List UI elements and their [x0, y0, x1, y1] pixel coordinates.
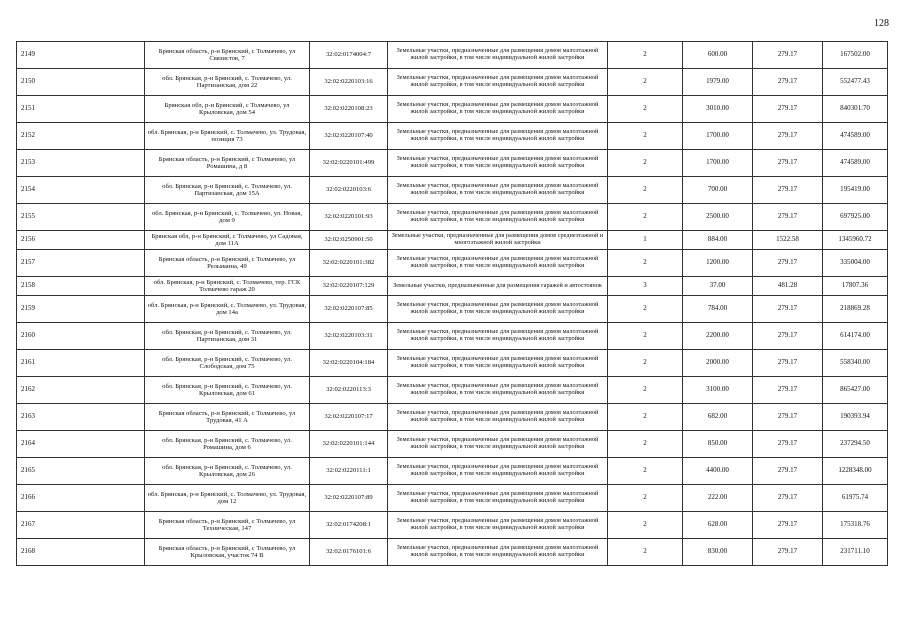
- row-number: 2158: [17, 277, 145, 296]
- specific-value-cell: 279.17: [753, 404, 823, 431]
- table-row: [17, 69, 888, 96]
- cadastral-number-cell: 32:02:0174208:1: [310, 512, 388, 539]
- row-number: 2163: [17, 404, 145, 431]
- group-cell: 2: [608, 350, 683, 377]
- address-cell: обл. Брянская, р-н Брянский, с. Толмачево, ул. Новая, дом 9: [145, 204, 310, 231]
- land-use-cell: Земельные участки, предназначенные для размещения домов малоэтажной жилой застройки, в том числе индивидуальной жилой застройки: [388, 42, 608, 69]
- group-cell: 1: [608, 231, 683, 250]
- address-cell: обл. Брянская, р-н Брянский, с. Толмачево, ул. Крыловская, дом 26: [145, 458, 310, 485]
- area-cell: 222.00: [683, 485, 753, 512]
- cadastral-number-cell: 32:02:0174004:7: [310, 42, 388, 69]
- row-number: 2157: [17, 250, 145, 277]
- group-cell: 2: [608, 323, 683, 350]
- area-cell: 1979.00: [683, 69, 753, 96]
- group-cell: 2: [608, 69, 683, 96]
- cadastral-value-cell: 237294.50: [823, 431, 888, 458]
- land-use-cell: Земельные участки, предназначенные для размещения домов малоэтажной жилой застройки, в том числе индивидуальной жилой застройки: [388, 323, 608, 350]
- cadastral-number-cell: 32:02:0220107:40: [310, 123, 388, 150]
- cadastral-number-cell: 32:02:0220101:499: [310, 150, 388, 177]
- cadastral-value-cell: 61975.74: [823, 485, 888, 512]
- cadastral-number-cell: 32:02:0220108:23: [310, 96, 388, 123]
- area-cell: 784.00: [683, 296, 753, 323]
- land-use-cell: Земельные участки, предназначенные для размещения домов малоэтажной жилой застройки, в том числе индивидуальной жилой застройки: [388, 431, 608, 458]
- area-cell: 884.00: [683, 231, 753, 250]
- row-number: 2151: [17, 96, 145, 123]
- land-use-cell: Земельные участки, предназначенные для размещения домов среднеэтажной и многоэтажной жилой застройки: [388, 231, 608, 250]
- address-cell: обл. Брянская, р-н Брянский, с. Толмачево, ул. Партизанская, дом 15А: [145, 177, 310, 204]
- group-cell: 2: [608, 150, 683, 177]
- specific-value-cell: 279.17: [753, 431, 823, 458]
- table-row: [17, 277, 888, 296]
- cadastral-value-cell: 474589.00: [823, 150, 888, 177]
- group-cell: 2: [608, 377, 683, 404]
- specific-value-cell: 279.17: [753, 458, 823, 485]
- row-number: 2160: [17, 323, 145, 350]
- land-use-cell: Земельные участки, предназначенные для размещения гаражей и автостоянок: [388, 277, 608, 296]
- address-cell: Брянская обл, р-н Брянский, с Толмачево, ул Садовая, дом 11А: [145, 231, 310, 250]
- address-cell: обл. Брянская, р-н Брянский, с. Толмачево, ул. Партизанская, дом 31: [145, 323, 310, 350]
- cadastral-number-cell: 32:02:0250901:50: [310, 231, 388, 250]
- land-use-cell: Земельные участки, предназначенные для размещения домов малоэтажной жилой застройки, в том числе индивидуальной жилой застройки: [388, 377, 608, 404]
- group-cell: 2: [608, 404, 683, 431]
- address-cell: обл. Брянская, р-н Брянский, с. Толмачево, ул. Трудовая, позиция 73: [145, 123, 310, 150]
- table-body: [17, 42, 888, 566]
- table-row: [17, 350, 888, 377]
- group-cell: 2: [608, 96, 683, 123]
- specific-value-cell: 279.17: [753, 512, 823, 539]
- group-cell: 2: [608, 512, 683, 539]
- address-cell: обл. Брянская, р-н Брянский, с. Толмачево, ул. Слободская, дом 75: [145, 350, 310, 377]
- table-row: [17, 296, 888, 323]
- area-cell: 682.00: [683, 404, 753, 431]
- cadastral-value-cell: 474589.00: [823, 123, 888, 150]
- table-row: [17, 323, 888, 350]
- land-use-cell: Земельные участки, предназначенные для размещения домов малоэтажной жилой застройки, в том числе индивидуальной жилой застройки: [388, 296, 608, 323]
- row-number: 2153: [17, 150, 145, 177]
- area-cell: 830.00: [683, 539, 753, 566]
- address-cell: обл. Брянская, р-н Брянский, с. Толмачево, ул. Крыловская, дом 61: [145, 377, 310, 404]
- address-cell: Брянская область, р-н Брянский, с Толмачево, ул Связистов, 7: [145, 42, 310, 69]
- land-use-cell: Земельные участки, предназначенные для размещения домов малоэтажной жилой застройки, в том числе индивидуальной жилой застройки: [388, 404, 608, 431]
- cadastral-number-cell: 32:02:0220101:144: [310, 431, 388, 458]
- cadastral-value-cell: 1345960.72: [823, 231, 888, 250]
- land-use-cell: Земельные участки, предназначенные для размещения домов малоэтажной жилой застройки, в том числе индивидуальной жилой застройки: [388, 458, 608, 485]
- row-number: 2167: [17, 512, 145, 539]
- specific-value-cell: 279.17: [753, 485, 823, 512]
- table-row: [17, 377, 888, 404]
- cadastral-value-cell: 175318.76: [823, 512, 888, 539]
- address-cell: обл. Брянская, р-н Брянский, с. Толмачево, ул. Трудовая, дом 14а: [145, 296, 310, 323]
- table-row: [17, 231, 888, 250]
- cadastral-number-cell: 32:02:0220103:6: [310, 177, 388, 204]
- table-row: [17, 431, 888, 458]
- specific-value-cell: 279.17: [753, 250, 823, 277]
- row-number: 2149: [17, 42, 145, 69]
- address-cell: Брянская область, р-н Брянский, с Толмачево, ул Техническая, 147: [145, 512, 310, 539]
- cadastral-value-cell: 17807.36: [823, 277, 888, 296]
- table-row: [17, 204, 888, 231]
- cadastral-value-cell: 218869.28: [823, 296, 888, 323]
- group-cell: 2: [608, 123, 683, 150]
- land-use-cell: Земельные участки, предназначенные для размещения домов малоэтажной жилой застройки, в том числе индивидуальной жилой застройки: [388, 177, 608, 204]
- area-cell: 4400.00: [683, 458, 753, 485]
- land-use-cell: Земельные участки, предназначенные для размещения домов малоэтажной жилой застройки, в том числе индивидуальной жилой застройки: [388, 350, 608, 377]
- group-cell: 2: [608, 485, 683, 512]
- land-use-cell: Земельные участки, предназначенные для размещения домов малоэтажной жилой застройки, в том числе индивидуальной жилой застройки: [388, 250, 608, 277]
- land-use-cell: Земельные участки, предназначенные для размещения домов малоэтажной жилой застройки, в том числе индивидуальной жилой застройки: [388, 96, 608, 123]
- cadastral-number-cell: 32:02:0220107:17: [310, 404, 388, 431]
- group-cell: 2: [608, 296, 683, 323]
- address-cell: Брянская обл, р-н Брянский, с Толмачево, ул Крыловская, дом 54: [145, 96, 310, 123]
- cadastral-number-cell: 32:02:0220107:129: [310, 277, 388, 296]
- land-use-cell: Земельные участки, предназначенные для размещения домов малоэтажной жилой застройки, в том числе индивидуальной жилой застройки: [388, 123, 608, 150]
- specific-value-cell: 279.17: [753, 350, 823, 377]
- land-use-cell: Земельные участки, предназначенные для размещения домов малоэтажной жилой застройки, в том числе индивидуальной жилой застройки: [388, 150, 608, 177]
- specific-value-cell: 279.17: [753, 42, 823, 69]
- specific-value-cell: 279.17: [753, 377, 823, 404]
- area-cell: 1700.00: [683, 150, 753, 177]
- row-number: 2150: [17, 69, 145, 96]
- table-row: [17, 539, 888, 566]
- cadastral-number-cell: 32:02:0220101:93: [310, 204, 388, 231]
- area-cell: 850.00: [683, 431, 753, 458]
- cadastral-value-cell: 865427.00: [823, 377, 888, 404]
- specific-value-cell: 279.17: [753, 323, 823, 350]
- area-cell: 2500.00: [683, 204, 753, 231]
- cadastral-number-cell: 32:02:0220113:3: [310, 377, 388, 404]
- group-cell: 2: [608, 204, 683, 231]
- area-cell: 628.00: [683, 512, 753, 539]
- table-row: [17, 250, 888, 277]
- row-number: 2166: [17, 485, 145, 512]
- specific-value-cell: 279.17: [753, 123, 823, 150]
- specific-value-cell: 279.17: [753, 150, 823, 177]
- cadastral-number-cell: 32:02:0220103:31: [310, 323, 388, 350]
- group-cell: 3: [608, 277, 683, 296]
- cadastral-value-table: [16, 41, 888, 566]
- cadastral-value-cell: 552477.43: [823, 69, 888, 96]
- row-number: 2152: [17, 123, 145, 150]
- cadastral-value-cell: 614174.00: [823, 323, 888, 350]
- area-cell: 600.00: [683, 42, 753, 69]
- page-number: 128: [874, 18, 889, 29]
- row-number: 2154: [17, 177, 145, 204]
- cadastral-value-cell: 231711.10: [823, 539, 888, 566]
- cadastral-number-cell: 32:02:0220111:1: [310, 458, 388, 485]
- cadastral-number-cell: 32:02:0220103:16: [310, 69, 388, 96]
- table-row: [17, 512, 888, 539]
- group-cell: 2: [608, 42, 683, 69]
- specific-value-cell: 279.17: [753, 177, 823, 204]
- land-use-cell: Земельные участки, предназначенные для размещения домов малоэтажной жилой застройки, в том числе индивидуальной жилой застройки: [388, 485, 608, 512]
- address-cell: обл. Брянская, р-н Брянский, с. Толмачево, ул. Партизанская, дом 22: [145, 69, 310, 96]
- row-number: 2155: [17, 204, 145, 231]
- cadastral-number-cell: 32:02:0220104:184: [310, 350, 388, 377]
- land-use-cell: Земельные участки, предназначенные для размещения домов малоэтажной жилой застройки, в том числе индивидуальной жилой застройки: [388, 539, 608, 566]
- cadastral-number-cell: 32:02:0220107:85: [310, 296, 388, 323]
- specific-value-cell: 279.17: [753, 204, 823, 231]
- area-cell: 700.00: [683, 177, 753, 204]
- area-cell: 3100.00: [683, 377, 753, 404]
- table-row: [17, 177, 888, 204]
- table-row: [17, 485, 888, 512]
- table-row: [17, 458, 888, 485]
- specific-value-cell: 279.17: [753, 296, 823, 323]
- address-cell: Брянская область, р-н Брянский, с Толмачево, ул Трудовая, 41 А: [145, 404, 310, 431]
- address-cell: Брянская область, р-н Брянский, с Толмачево, ул Крыловская, участок 74 В: [145, 539, 310, 566]
- address-cell: Брянская область, р-н Брянский, с Толмачево, ул Рельманна, 49: [145, 250, 310, 277]
- cadastral-value-cell: 840301.70: [823, 96, 888, 123]
- group-cell: 2: [608, 539, 683, 566]
- address-cell: Брянская область, р-н Брянский, с Толмачево, ул Ромашина, д 8: [145, 150, 310, 177]
- table-row: [17, 150, 888, 177]
- address-cell: обл. Брянская, р-н Брянский, с. Толмачево, ул. Трудовая, дом 12: [145, 485, 310, 512]
- specific-value-cell: 279.17: [753, 69, 823, 96]
- cadastral-value-cell: 335004.00: [823, 250, 888, 277]
- area-cell: 1200.00: [683, 250, 753, 277]
- specific-value-cell: 1522.58: [753, 231, 823, 250]
- group-cell: 2: [608, 250, 683, 277]
- cadastral-number-cell: 32:02:0176101:6: [310, 539, 388, 566]
- area-cell: 37.00: [683, 277, 753, 296]
- row-number: 2164: [17, 431, 145, 458]
- area-cell: 1700.00: [683, 123, 753, 150]
- land-use-cell: Земельные участки, предназначенные для размещения домов малоэтажной жилой застройки, в том числе индивидуальной жилой застройки: [388, 69, 608, 96]
- specific-value-cell: 279.17: [753, 539, 823, 566]
- group-cell: 2: [608, 431, 683, 458]
- table-row: [17, 96, 888, 123]
- cadastral-value-cell: 167502.00: [823, 42, 888, 69]
- row-number: 2162: [17, 377, 145, 404]
- row-number: 2165: [17, 458, 145, 485]
- cadastral-value-cell: 697925.00: [823, 204, 888, 231]
- cadastral-value-cell: 195419.00: [823, 177, 888, 204]
- group-cell: 2: [608, 458, 683, 485]
- address-cell: обл. Брянская, р-н Брянский, с. Толмачево, тер. ГСК Толмачево гараж 20: [145, 277, 310, 296]
- address-cell: обл. Брянская, р-н Брянский, с. Толмачево, ул. Ромашина, дом 6: [145, 431, 310, 458]
- table-row: [17, 404, 888, 431]
- area-cell: 2000.00: [683, 350, 753, 377]
- cadastral-number-cell: 32:02:0220101:382: [310, 250, 388, 277]
- table-row: [17, 42, 888, 69]
- group-cell: 2: [608, 177, 683, 204]
- row-number: 2168: [17, 539, 145, 566]
- area-cell: 2200.00: [683, 323, 753, 350]
- cadastral-value-cell: 1228348.00: [823, 458, 888, 485]
- row-number: 2156: [17, 231, 145, 250]
- specific-value-cell: 279.17: [753, 96, 823, 123]
- table-row: [17, 123, 888, 150]
- row-number: 2159: [17, 296, 145, 323]
- specific-value-cell: 481.28: [753, 277, 823, 296]
- cadastral-number-cell: 32:02:0220107:89: [310, 485, 388, 512]
- land-use-cell: Земельные участки, предназначенные для размещения домов малоэтажной жилой застройки, в том числе индивидуальной жилой застройки: [388, 204, 608, 231]
- cadastral-value-cell: 558340.00: [823, 350, 888, 377]
- land-use-cell: Земельные участки, предназначенные для размещения домов малоэтажной жилой застройки, в том числе индивидуальной жилой застройки: [388, 512, 608, 539]
- row-number: 2161: [17, 350, 145, 377]
- area-cell: 3010.00: [683, 96, 753, 123]
- cadastral-value-cell: 190393.94: [823, 404, 888, 431]
